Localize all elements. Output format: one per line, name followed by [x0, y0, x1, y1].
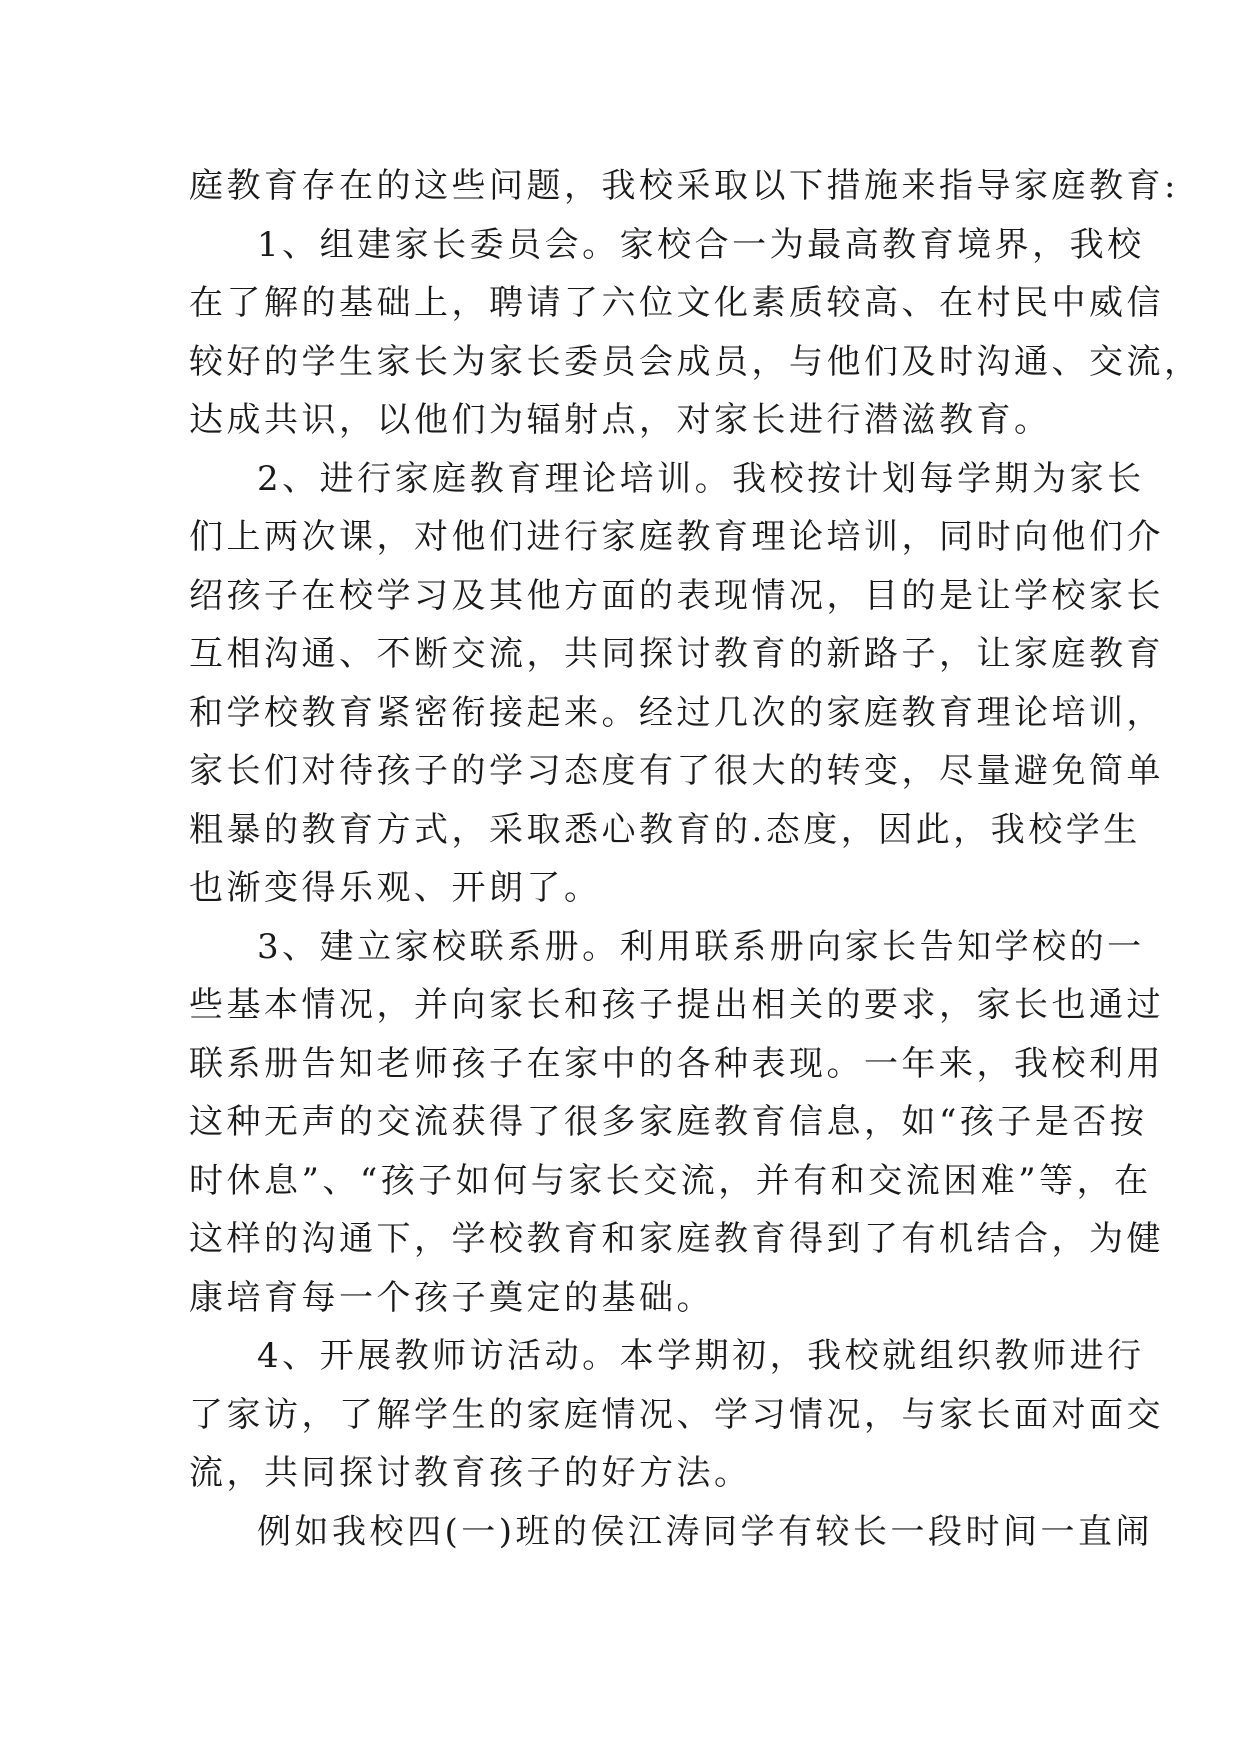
- text-line: 这样的沟通下，学校教育和家庭教育得到了有机结合，为健: [189, 1219, 1164, 1259]
- text-line: 4、开展教师访活动。本学期初，我校就组织教师进行: [257, 1336, 1145, 1376]
- text-line: 1、组建家长委员会。家校合一为最高教育境界，我校: [257, 224, 1145, 265]
- text-line: 也渐变得乐观、开朗了。: [189, 868, 602, 908]
- text-line: 和学校教育紧密衔接起来。经过几次的家庭教育理论培训，: [189, 692, 1164, 733]
- text-line: 家长们对待孩子的学习态度有了很大的转变，尽量避免简单: [189, 751, 1164, 791]
- text-line: 联系册告知老师孩子在家中的各种表现。一年来，我校利用: [189, 1043, 1164, 1084]
- text-line: 较好的学生家长为家长委员会成员，与他们及时沟通、交流，: [189, 341, 1202, 382]
- text-line: 们上两次课，对他们进行家庭教育理论培训，同时向他们介: [189, 517, 1164, 557]
- text-line: 互相沟通、不断交流，共同探讨教育的新路子，让家庭教育: [189, 634, 1164, 674]
- text-line: 绍孩子在校学习及其他方面的表现情况，目的是让学校家长: [189, 575, 1164, 616]
- text-line: 庭教育存在的这些问题，我校采取以下措施来指导家庭教育:: [189, 166, 1179, 206]
- text-line: 流，共同探讨教育孩子的好方法。: [189, 1453, 752, 1493]
- text-line: 在了解的基础上，聘请了六位文化素质较高、在村民中威信: [189, 283, 1164, 323]
- text-line: 时休息”、“孩子如何与家长交流，并有和交流困难”等，在: [189, 1160, 1152, 1201]
- text-line: 例如我校四(一)班的侯江涛同学有较长一段时间一直闹: [257, 1511, 1154, 1552]
- text-line: 粗暴的教育方式，采取悉心教育的.态度，因此，我校学生: [189, 809, 1141, 850]
- text-line: 些基本情况，并向家长和孩子提出相关的要求，家长也通过: [189, 985, 1164, 1025]
- text-line: 3、建立家校联系册。利用联系册向家长告知学校的一: [257, 926, 1145, 967]
- text-line: 2、进行家庭教育理论培训。我校按计划每学期为家长: [257, 458, 1145, 499]
- text-line: 了家访，了解学生的家庭情况、学习情况，与家长面对面交: [189, 1394, 1164, 1435]
- text-line: 康培育每一个孩子奠定的基础。: [189, 1277, 714, 1318]
- body-text: [189, 157, 1202, 1561]
- text-line: 达成共识，以他们为辐射点，对家长进行潜滋教育。: [189, 400, 1052, 440]
- text-line: 这种无声的交流获得了很多家庭教育信息，如“孩子是否按: [189, 1102, 1148, 1142]
